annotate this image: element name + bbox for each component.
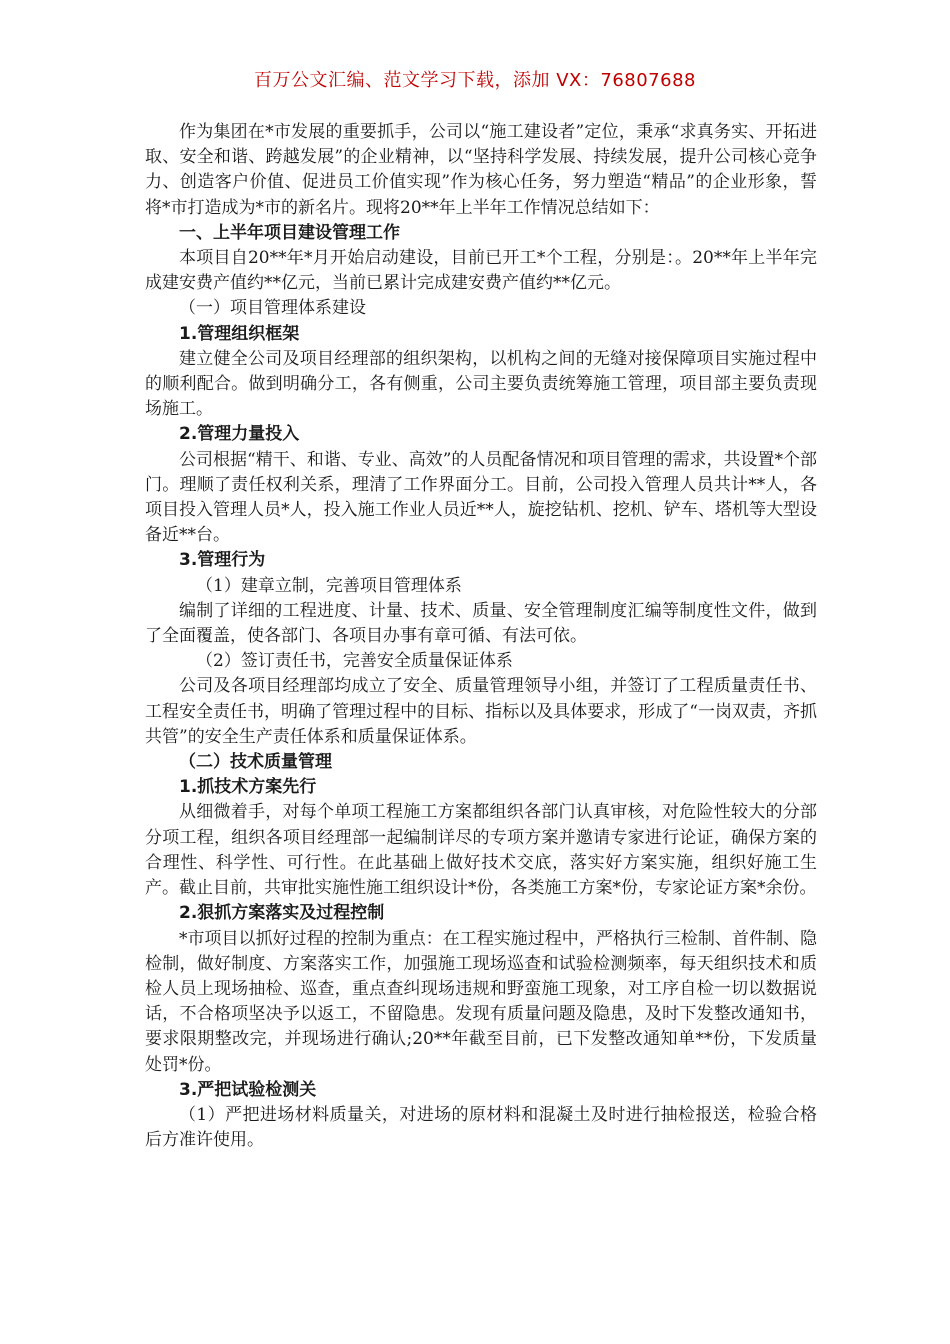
item-heading: 2.管理力量投入 [179, 424, 300, 445]
document-body [145, 120, 817, 1153]
item-paragraph: 从细微着手，对每个单项工程施工方案都组织各部门认真审核，对危险性较大的分部分项工程，组织各项目经理部一起编制详尽的专项方案并邀请专家进行论证，确保方案的合理性、科学性、可行性。在此基础上做好技术交底，落实好方案实施，组织好施工生产。截止目前，共审批实施性施工组织设计*份，各类施工方案*份，专家论证方案*余份。 [145, 802, 817, 899]
item-heading: 1.管理组织框架 [179, 323, 300, 344]
intro-paragraph: 作为集团在*市发展的重要抓手，公司以“施工建设者”定位，秉承“求真务实、开拓进取、安全和谐、跨越发展”的企业精神，以“坚持科学发展、持续发展，提升公司核心竞争力、创造客户价值、促进员工价值实现”作为核心任务，努力塑造“精品”的企业形象，誓将*市打造成为*市的新名片。现将20**年上半年工作情况总结如下： [145, 122, 817, 218]
item-paragraph: 公司根据“精干、和谐、专业、高效”的人员配备情况和项目管理的需求，共设置*个部门。理顺了责任权利关系，理清了工作界面分工。目前，公司投入管理人员共计**人，各项目投入管理人员*人，投入施工作业人员近**人，旋挖钻机、挖机、铲车、塔机等大型设备近**台。 [145, 449, 817, 546]
item-paragraph: 编制了详细的工程进度、计量、技术、质量、安全管理制度汇编等制度性文件，做到了全面覆盖，使各部门、各项目办事有章可循、有法可依。 [145, 600, 817, 647]
sub-item-heading: （2）签订责任书，完善安全质量保证体系 [196, 651, 513, 672]
item-paragraph: （1）严把进场材料质量关，对进场的原材料和混凝土及时进行抽检报送，检验合格后方准许使用。 [145, 1104, 817, 1151]
item-paragraph: 公司及各项目经理部均成立了安全、质量管理领导小组，并签订了工程质量责任书、工程安全责任书，明确了管理过程中的目标、指标以及具体要求，形成了“一岗双责，齐抓共管”的安全生产责任体系和质量保证体系。 [145, 676, 817, 747]
item-paragraph: *市项目以抓好过程的控制为重点：在工程实施过程中，严格执行三检制、首件制、隐检制，做好制度、方案落实工作，加强施工现场巡查和试验检测频率，每天组织技术和质检人员上现场抽检、巡查，重点查纠现场违规和野蛮施工现象，对工序自检一切以数据说话，不合格项坚决予以返工，不留隐患。发现有质量问题及隐患，及时下发整改通知书，要求限期整改完，并现场进行确认;20**年截至目前，已下发整改通知单**份，下发质量处罚*份。 [145, 928, 817, 1075]
item-heading: 2.狠抓方案落实及过程控制 [179, 903, 385, 924]
section-paragraph: 本项目自20**年*月开始启动建设，目前已开工*个工程，分别是：。20**年上半年完成建安费产值约**亿元，当前已累计完成建安费产值约**亿元。 [145, 248, 817, 294]
sub-item-heading: （1）建章立制，完善项目管理体系 [196, 575, 462, 596]
subsection-heading: （一）项目管理体系建设 [179, 298, 366, 319]
item-heading: 3.管理行为 [179, 550, 266, 571]
section-heading: 一、上半年项目建设管理工作 [179, 222, 400, 243]
header-banner: 百万公文汇编、范文学习下载，添加 VX：76807688 [254, 70, 696, 91]
item-heading: 1.抓技术方案先行 [179, 777, 317, 798]
item-heading: 3.严把试验检测关 [179, 1079, 317, 1100]
item-paragraph: 建立健全公司及项目经理部的组织架构，以机构之间的无缝对接保障项目实施过程中的顺利配合。做到明确分工，各有侧重，公司主要负责统筹施工管理，项目部主要负责现场施工。 [145, 348, 817, 420]
subsection-heading: （二）技术质量管理 [179, 752, 332, 773]
